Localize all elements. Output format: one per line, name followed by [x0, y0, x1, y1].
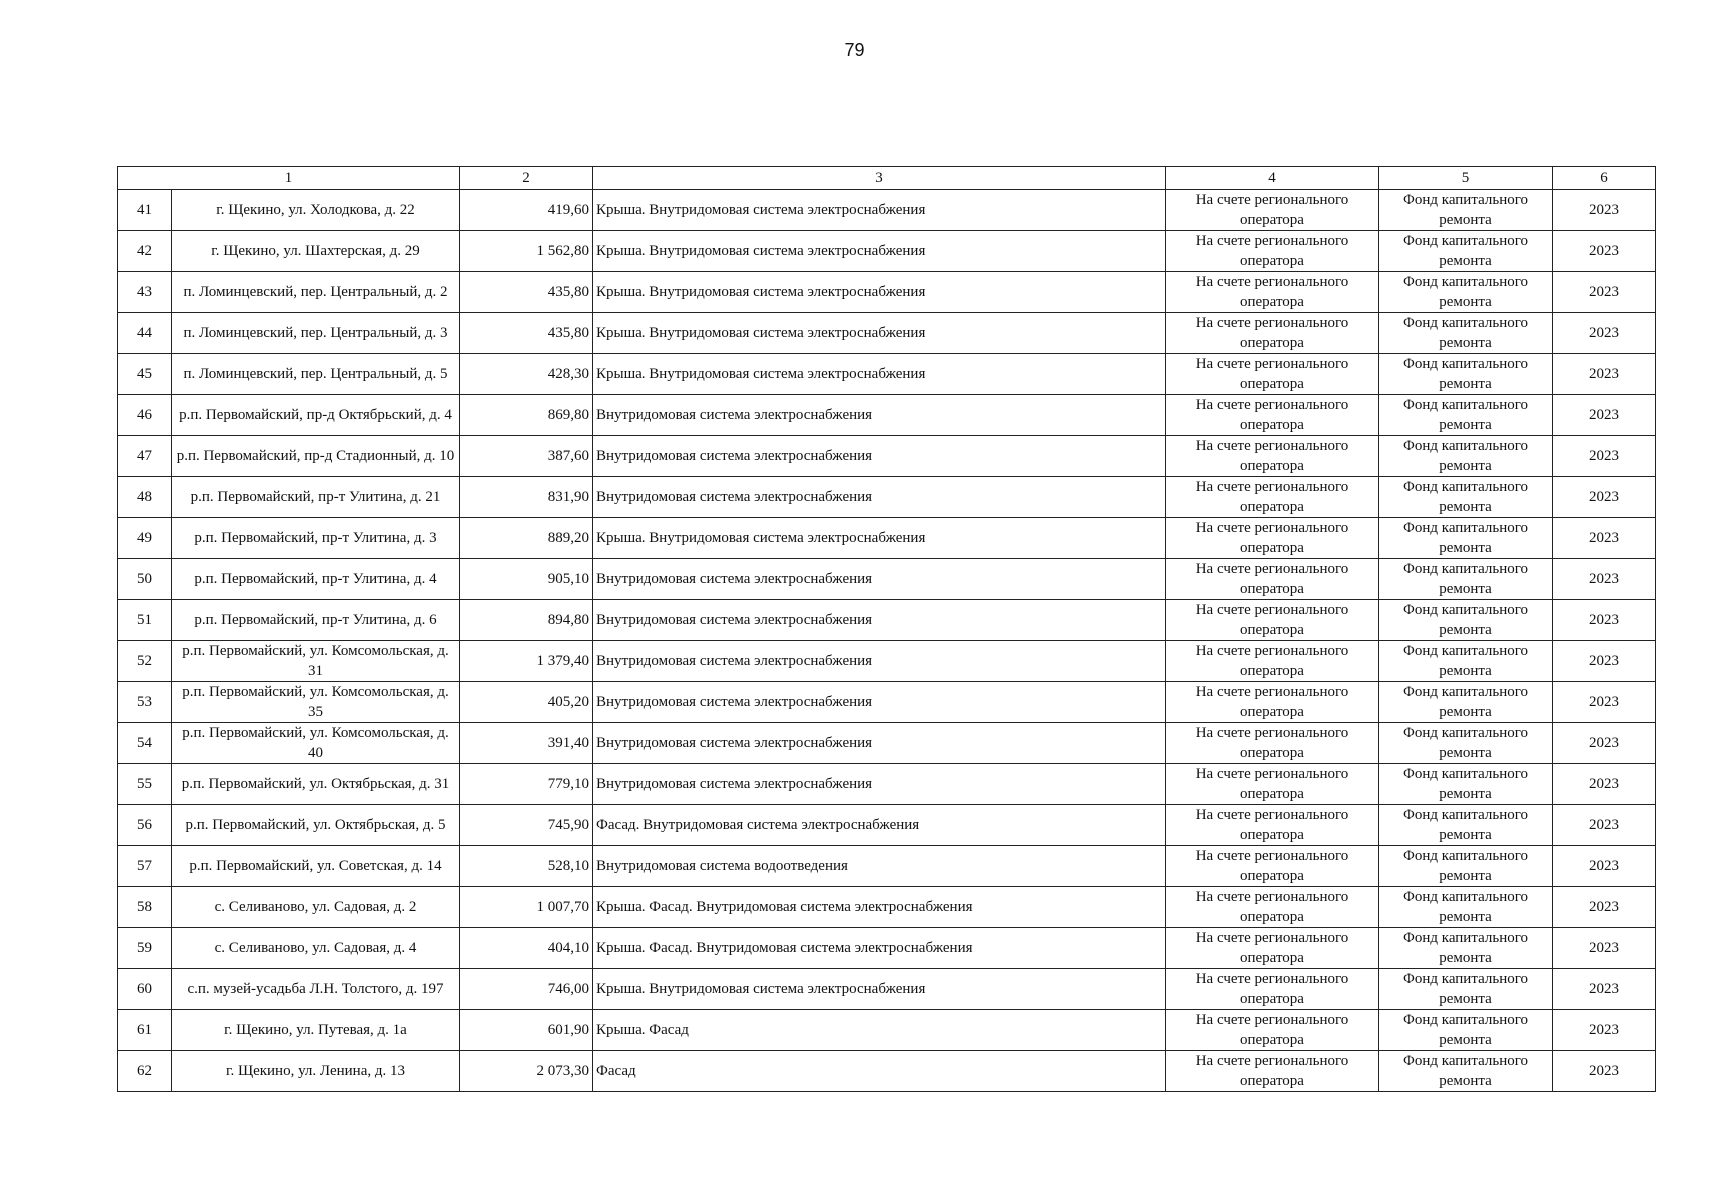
- account-cell: На счете регионального оператора: [1166, 1010, 1379, 1051]
- address-cell: р.п. Первомайский, ул. Комсомольская, д. 31: [172, 641, 460, 682]
- funding-source-cell: Фонд капитального ремонта: [1379, 682, 1553, 723]
- table-row: [118, 969, 1656, 1010]
- works-cell: Внутридомовая система электроснабжения: [593, 395, 1166, 436]
- table-row: [118, 1010, 1656, 1051]
- funding-source-cell: Фонд капитального ремонта: [1379, 272, 1553, 313]
- funding-source-cell: Фонд капитального ремонта: [1379, 641, 1553, 682]
- area-cell: 779,10: [460, 764, 593, 805]
- row-number: 48: [118, 477, 172, 518]
- area-cell: 419,60: [460, 190, 593, 231]
- works-cell: Крыша. Фасад: [593, 1010, 1166, 1051]
- table-row: [118, 436, 1656, 477]
- area-cell: 435,80: [460, 313, 593, 354]
- address-cell: п. Ломинцевский, пер. Центральный, д. 3: [172, 313, 460, 354]
- row-number: 45: [118, 354, 172, 395]
- year-cell: 2023: [1553, 928, 1656, 969]
- works-cell: Внутридомовая система электроснабжения: [593, 641, 1166, 682]
- works-cell: Внутридомовая система электроснабжения: [593, 436, 1166, 477]
- works-cell: Внутридомовая система электроснабжения: [593, 764, 1166, 805]
- year-cell: 2023: [1553, 518, 1656, 559]
- table-row: [118, 764, 1656, 805]
- row-number: 43: [118, 272, 172, 313]
- table-row: [118, 231, 1656, 272]
- funding-source-cell: Фонд капитального ремонта: [1379, 436, 1553, 477]
- account-cell: На счете регионального оператора: [1166, 641, 1379, 682]
- works-cell: Крыша. Внутридомовая система электроснабжения: [593, 231, 1166, 272]
- works-cell: Крыша. Внутридомовая система электроснабжения: [593, 518, 1166, 559]
- area-cell: 435,80: [460, 272, 593, 313]
- table-row: [118, 887, 1656, 928]
- table-row: [118, 313, 1656, 354]
- works-cell: Фасад. Внутридомовая система электроснабжения: [593, 805, 1166, 846]
- address-cell: р.п. Первомайский, ул. Комсомольская, д. 35: [172, 682, 460, 723]
- account-cell: На счете регионального оператора: [1166, 313, 1379, 354]
- area-cell: 391,40: [460, 723, 593, 764]
- table-row: [118, 190, 1656, 231]
- area-cell: 889,20: [460, 518, 593, 559]
- row-number: 51: [118, 600, 172, 641]
- header-cell-4: 4: [1166, 167, 1379, 190]
- year-cell: 2023: [1553, 313, 1656, 354]
- year-cell: 2023: [1553, 354, 1656, 395]
- row-number: 50: [118, 559, 172, 600]
- address-cell: с. Селиваново, ул. Садовая, д. 4: [172, 928, 460, 969]
- area-cell: 405,20: [460, 682, 593, 723]
- funding-source-cell: Фонд капитального ремонта: [1379, 764, 1553, 805]
- row-number: 54: [118, 723, 172, 764]
- header-row: [118, 167, 1656, 190]
- year-cell: 2023: [1553, 887, 1656, 928]
- account-cell: На счете регионального оператора: [1166, 231, 1379, 272]
- funding-source-cell: Фонд капитального ремонта: [1379, 1051, 1553, 1092]
- area-cell: 1 562,80: [460, 231, 593, 272]
- table-row: [118, 805, 1656, 846]
- row-number: 52: [118, 641, 172, 682]
- works-cell: Внутридомовая система электроснабжения: [593, 600, 1166, 641]
- area-cell: 601,90: [460, 1010, 593, 1051]
- funding-source-cell: Фонд капитального ремонта: [1379, 190, 1553, 231]
- area-cell: 1 379,40: [460, 641, 593, 682]
- table-row: [118, 641, 1656, 682]
- year-cell: 2023: [1553, 682, 1656, 723]
- area-cell: 1 007,70: [460, 887, 593, 928]
- funding-source-cell: Фонд капитального ремонта: [1379, 723, 1553, 764]
- address-cell: г. Щекино, ул. Холодкова, д. 22: [172, 190, 460, 231]
- address-cell: р.п. Первомайский, ул. Октябрьская, д. 5: [172, 805, 460, 846]
- works-cell: Внутридомовая система электроснабжения: [593, 477, 1166, 518]
- area-cell: 831,90: [460, 477, 593, 518]
- row-number: 44: [118, 313, 172, 354]
- account-cell: На счете регионального оператора: [1166, 559, 1379, 600]
- year-cell: 2023: [1553, 846, 1656, 887]
- account-cell: На счете регионального оператора: [1166, 969, 1379, 1010]
- year-cell: 2023: [1553, 1051, 1656, 1092]
- year-cell: 2023: [1553, 600, 1656, 641]
- area-cell: 528,10: [460, 846, 593, 887]
- area-cell: 869,80: [460, 395, 593, 436]
- funding-source-cell: Фонд капитального ремонта: [1379, 354, 1553, 395]
- row-number: 55: [118, 764, 172, 805]
- works-cell: Крыша. Внутридомовая система электроснабжения: [593, 272, 1166, 313]
- header-cell-3: 3: [593, 167, 1166, 190]
- row-number: 42: [118, 231, 172, 272]
- year-cell: 2023: [1553, 764, 1656, 805]
- account-cell: На счете регионального оператора: [1166, 682, 1379, 723]
- table-row: [118, 682, 1656, 723]
- address-cell: р.п. Первомайский, пр-т Улитина, д. 21: [172, 477, 460, 518]
- header-cell-5: 5: [1379, 167, 1553, 190]
- address-cell: р.п. Первомайский, пр-т Улитина, д. 4: [172, 559, 460, 600]
- account-cell: На счете регионального оператора: [1166, 477, 1379, 518]
- year-cell: 2023: [1553, 723, 1656, 764]
- account-cell: На счете регионального оператора: [1166, 354, 1379, 395]
- works-cell: Внутридомовая система электроснабжения: [593, 682, 1166, 723]
- account-cell: На счете регионального оператора: [1166, 846, 1379, 887]
- funding-source-cell: Фонд капитального ремонта: [1379, 231, 1553, 272]
- address-cell: р.п. Первомайский, ул. Советская, д. 14: [172, 846, 460, 887]
- area-cell: 905,10: [460, 559, 593, 600]
- address-cell: г. Щекино, ул. Шахтерская, д. 29: [172, 231, 460, 272]
- year-cell: 2023: [1553, 477, 1656, 518]
- funding-source-cell: Фонд капитального ремонта: [1379, 969, 1553, 1010]
- funding-source-cell: Фонд капитального ремонта: [1379, 846, 1553, 887]
- funding-source-cell: Фонд капитального ремонта: [1379, 600, 1553, 641]
- area-cell: 387,60: [460, 436, 593, 477]
- table-row: [118, 600, 1656, 641]
- year-cell: 2023: [1553, 641, 1656, 682]
- table-row: [118, 477, 1656, 518]
- address-cell: р.п. Первомайский, пр-т Улитина, д. 3: [172, 518, 460, 559]
- works-cell: Крыша. Внутридомовая система электроснабжения: [593, 354, 1166, 395]
- address-cell: р.п. Первомайский, ул. Октябрьская, д. 31: [172, 764, 460, 805]
- year-cell: 2023: [1553, 559, 1656, 600]
- funding-source-cell: Фонд капитального ремонта: [1379, 395, 1553, 436]
- address-cell: р.п. Первомайский, пр-д Стадионный, д. 10: [172, 436, 460, 477]
- works-cell: Крыша. Внутридомовая система электроснабжения: [593, 313, 1166, 354]
- funding-source-cell: Фонд капитального ремонта: [1379, 559, 1553, 600]
- funding-source-cell: Фонд капитального ремонта: [1379, 887, 1553, 928]
- table-row: [118, 846, 1656, 887]
- year-cell: 2023: [1553, 436, 1656, 477]
- table-row: [118, 518, 1656, 559]
- account-cell: На счете регионального оператора: [1166, 928, 1379, 969]
- account-cell: На счете регионального оператора: [1166, 887, 1379, 928]
- account-cell: На счете регионального оператора: [1166, 395, 1379, 436]
- address-cell: р.п. Первомайский, пр-д Октябрьский, д. 4: [172, 395, 460, 436]
- funding-source-cell: Фонд капитального ремонта: [1379, 477, 1553, 518]
- row-number: 62: [118, 1051, 172, 1092]
- table-row: [118, 723, 1656, 764]
- funding-source-cell: Фонд капитального ремонта: [1379, 928, 1553, 969]
- funding-source-cell: Фонд капитального ремонта: [1379, 805, 1553, 846]
- address-cell: р.п. Первомайский, ул. Комсомольская, д. 40: [172, 723, 460, 764]
- account-cell: На счете регионального оператора: [1166, 1051, 1379, 1092]
- table-row: [118, 559, 1656, 600]
- page-number: 79: [844, 40, 865, 60]
- year-cell: 2023: [1553, 231, 1656, 272]
- row-number: 59: [118, 928, 172, 969]
- works-cell: Внутридомовая система электроснабжения: [593, 559, 1166, 600]
- works-cell: Внутридомовая система электроснабжения: [593, 723, 1166, 764]
- row-number: 53: [118, 682, 172, 723]
- area-cell: 2 073,30: [460, 1051, 593, 1092]
- row-number: 41: [118, 190, 172, 231]
- header-cell-6: 6: [1553, 167, 1656, 190]
- funding-source-cell: Фонд капитального ремонта: [1379, 313, 1553, 354]
- works-cell: Крыша. Внутридомовая система электроснабжения: [593, 969, 1166, 1010]
- capital-repair-table: [117, 166, 1656, 1092]
- works-cell: Крыша. Внутридомовая система электроснабжения: [593, 190, 1166, 231]
- area-cell: 746,00: [460, 969, 593, 1010]
- address-cell: р.п. Первомайский, пр-т Улитина, д. 6: [172, 600, 460, 641]
- works-cell: Крыша. Фасад. Внутридомовая система электроснабжения: [593, 887, 1166, 928]
- works-cell: Фасад: [593, 1051, 1166, 1092]
- row-number: 56: [118, 805, 172, 846]
- table-row: [118, 1051, 1656, 1092]
- year-cell: 2023: [1553, 805, 1656, 846]
- row-number: 49: [118, 518, 172, 559]
- table-row: [118, 395, 1656, 436]
- funding-source-cell: Фонд капитального ремонта: [1379, 1010, 1553, 1051]
- year-cell: 2023: [1553, 190, 1656, 231]
- address-cell: п. Ломинцевский, пер. Центральный, д. 5: [172, 354, 460, 395]
- funding-source-cell: Фонд капитального ремонта: [1379, 518, 1553, 559]
- header-cell-2: 2: [460, 167, 593, 190]
- address-cell: г. Щекино, ул. Путевая, д. 1а: [172, 1010, 460, 1051]
- account-cell: На счете регионального оператора: [1166, 764, 1379, 805]
- address-cell: г. Щекино, ул. Ленина, д. 13: [172, 1051, 460, 1092]
- row-number: 60: [118, 969, 172, 1010]
- table-row: [118, 354, 1656, 395]
- header-cell-1: 1: [118, 167, 460, 190]
- year-cell: 2023: [1553, 1010, 1656, 1051]
- address-cell: с. Селиваново, ул. Садовая, д. 2: [172, 887, 460, 928]
- table-row: [118, 928, 1656, 969]
- year-cell: 2023: [1553, 395, 1656, 436]
- account-cell: На счете регионального оператора: [1166, 600, 1379, 641]
- year-cell: 2023: [1553, 272, 1656, 313]
- works-cell: Внутридомовая система водоотведения: [593, 846, 1166, 887]
- table-row: [118, 272, 1656, 313]
- year-cell: 2023: [1553, 969, 1656, 1010]
- area-cell: 428,30: [460, 354, 593, 395]
- row-number: 61: [118, 1010, 172, 1051]
- row-number: 57: [118, 846, 172, 887]
- account-cell: На счете регионального оператора: [1166, 436, 1379, 477]
- address-cell: с.п. музей-усадьба Л.Н. Толстого, д. 197: [172, 969, 460, 1010]
- account-cell: На счете регионального оператора: [1166, 190, 1379, 231]
- row-number: 46: [118, 395, 172, 436]
- row-number: 58: [118, 887, 172, 928]
- account-cell: На счете регионального оператора: [1166, 518, 1379, 559]
- account-cell: На счете регионального оператора: [1166, 272, 1379, 313]
- account-cell: На счете регионального оператора: [1166, 805, 1379, 846]
- account-cell: На счете регионального оператора: [1166, 723, 1379, 764]
- row-number: 47: [118, 436, 172, 477]
- area-cell: 404,10: [460, 928, 593, 969]
- works-cell: Крыша. Фасад. Внутридомовая система электроснабжения: [593, 928, 1166, 969]
- area-cell: 894,80: [460, 600, 593, 641]
- address-cell: п. Ломинцевский, пер. Центральный, д. 2: [172, 272, 460, 313]
- area-cell: 745,90: [460, 805, 593, 846]
